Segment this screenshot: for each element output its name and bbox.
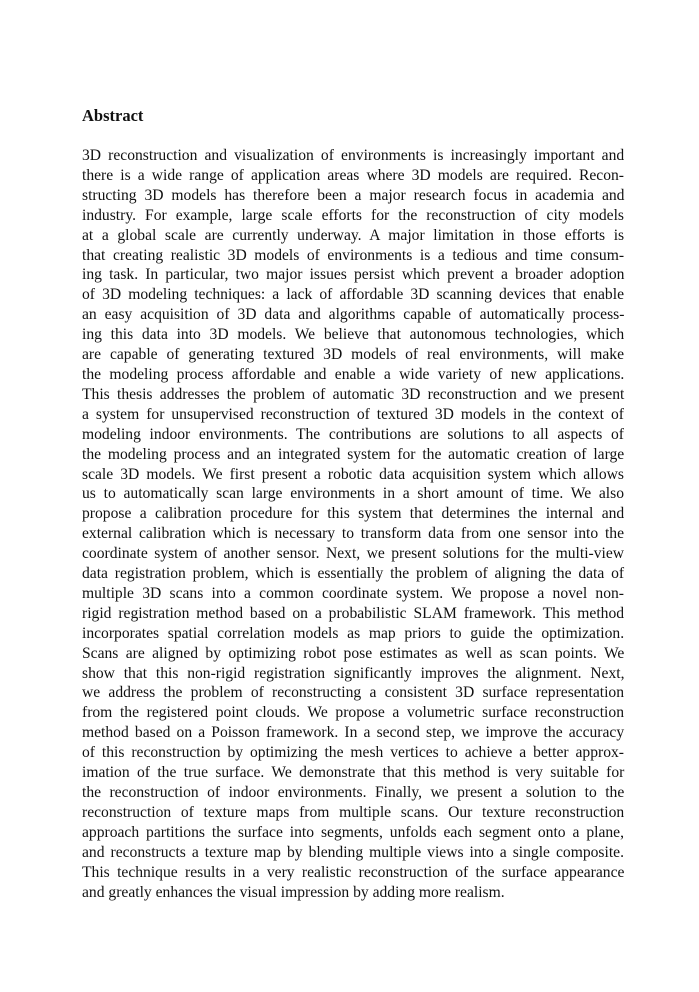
text-line: ing this data into 3D models. We believe that autonomous technologies, which <box>82 326 625 344</box>
abstract-body <box>82 146 624 902</box>
text-line: Scans are aligned by optimizing robot pose estimates as well as scan points. We <box>82 644 625 662</box>
text-line: and reconstructs a texture map by blending multiple views into a single composite. <box>82 843 624 861</box>
text-line: the modeling process affordable and enable a wide variety of new applications. <box>82 365 625 383</box>
text-line: reconstruction of texture maps from multiple scans. Our texture reconstruction <box>82 803 625 821</box>
text-line: that creating realistic 3D models of environments is a tedious and time consum- <box>82 246 625 264</box>
text-line: show that this non-rigid registration significantly improves the alignment. Next, <box>82 664 625 682</box>
text-line: ing task. In particular, two major issues persist which prevent a broader adoption <box>82 266 625 284</box>
text-line: incorporates spatial correlation models as map priors to guide the optimization. <box>82 624 625 642</box>
text-line: scale 3D models. We first present a robotic data acquisition system which allows <box>82 465 624 483</box>
text-line: there is a wide range of application areas where 3D models are required. Recon- <box>82 166 624 184</box>
text-line: data registration problem, which is essentially the problem of aligning the data of <box>82 565 625 583</box>
text-line: multiple 3D scans into a common coordinate system. We propose a novel non- <box>82 584 624 602</box>
text-line: propose a calibration procedure for this system that determines the internal and <box>82 505 625 523</box>
text-line: industry. For example, large scale efforts for the reconstruction of city models <box>82 206 624 224</box>
text-line: rigid registration method based on a probabilistic SLAM framework. This method <box>82 604 625 622</box>
text-line: method based on a Poisson framework. In a second step, we improve the accuracy <box>82 724 625 742</box>
text-line: from the registered point clouds. We propose a volumetric surface reconstruction <box>82 704 624 722</box>
text-line: This thesis addresses the problem of automatic 3D reconstruction and we present <box>82 385 625 403</box>
text-line: 3D reconstruction and visualization of environments is increasingly important and <box>82 147 625 164</box>
text-line: the modeling process and an integrated system for the automatic creation of large <box>82 445 625 463</box>
text-line: coordinate system of another sensor. Next, we present solutions for the multi-view <box>82 545 625 563</box>
text-line: of this reconstruction by optimizing the mesh vertices to achieve a better approx- <box>82 744 624 762</box>
section-heading: Abstract <box>82 106 144 125</box>
text-line: are capable of generating textured 3D models of real environments, will make <box>82 346 624 364</box>
text-line: structing 3D models has therefore been a major research focus in academia and <box>82 186 625 204</box>
text-line: imation of the true surface. We demonstrate that this method is very suitable for <box>82 764 625 782</box>
text-line: approach partitions the surface into segments, unfolds each segment onto a plane, <box>82 823 624 841</box>
text-line: and greatly enhances the visual impression by adding more realism. <box>82 883 505 901</box>
text-line: This technique results in a very realistic reconstruction of the surface appearance <box>82 863 625 881</box>
text-line: at a global scale are currently underway. A major limitation in those efforts is <box>82 226 625 244</box>
text-line: an easy acquisition of 3D data and algorithms capable of automatically process- <box>82 306 625 324</box>
text-line: a system for unsupervised reconstruction of textured 3D models in the context of <box>82 405 624 423</box>
text-line: modeling indoor environments. The contributions are solutions to all aspects of <box>82 425 624 443</box>
text-line: external calibration which is necessary to transform data from one sensor into the <box>82 525 624 543</box>
text-line: the reconstruction of indoor environments. Finally, we present a solution to the <box>82 784 625 801</box>
text-line: of 3D modeling techniques: a lack of affordable 3D scanning devices that enable <box>82 286 624 304</box>
text-line: us to automatically scan large environments in a short amount of time. We also <box>82 485 624 503</box>
text-line: we address the problem of reconstructing a consistent 3D surface representation <box>82 684 624 702</box>
